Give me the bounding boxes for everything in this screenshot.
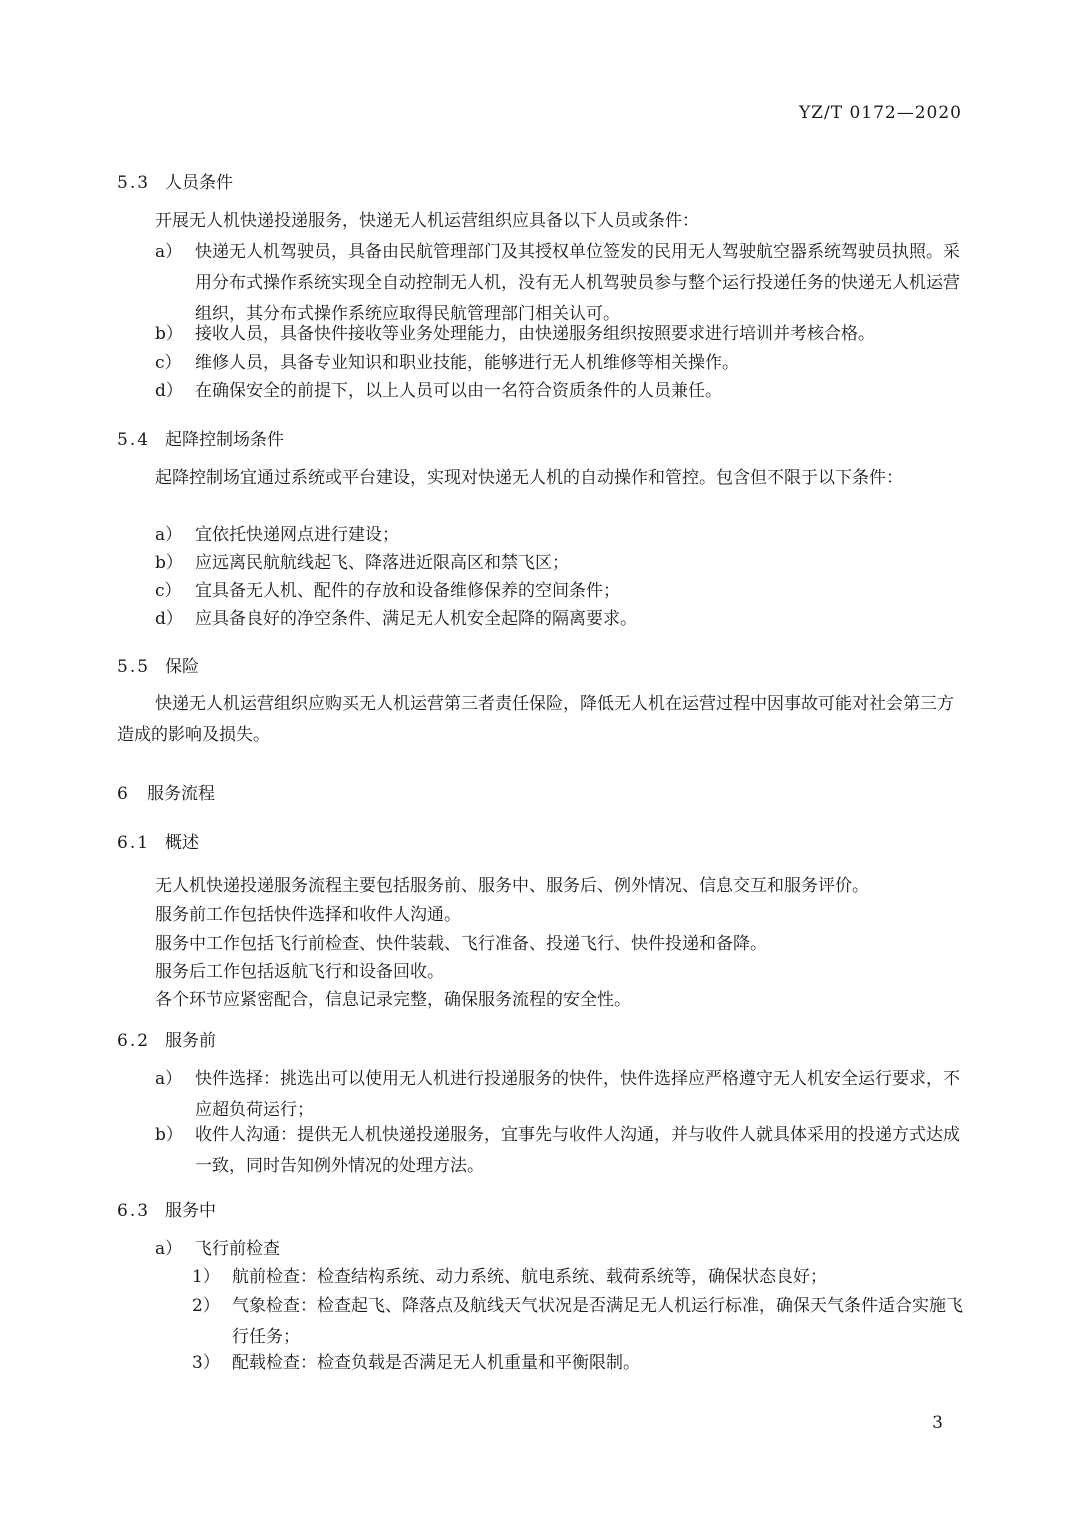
sub-list-item [192, 1291, 967, 1353]
list-text: 收件人沟通：提供无人机快递投递服务，宜事先与收件人沟通，并与收件人就具体采用的投递方式达成一致，同时告知例外情况的处理方法。 [195, 1125, 960, 1176]
list-item [155, 348, 967, 379]
chapter-title: 服务流程 [147, 784, 215, 804]
sub-list-text: 气象检查：检查起飞、降落点及航线天气状况是否满足无人机运行标准，确保天气条件适合实施飞行任务； [232, 1296, 963, 1347]
section-number: 5.4 [117, 430, 151, 450]
list-item [155, 1064, 967, 1126]
paragraph-line: 各个环节应紧密配合，信息记录完整，确保服务流程的安全性。 [155, 990, 631, 1010]
sub-list-text: 配载检查：检查负载是否满足无人机重量和平衡限制。 [232, 1353, 640, 1373]
chapter-number: 6 [117, 784, 130, 804]
sub-list-item [192, 1348, 967, 1379]
section-number: 6.1 [117, 833, 151, 853]
section-heading-6-1 [117, 828, 199, 853]
sub-list-label: 2） [192, 1296, 220, 1316]
section-title: 概述 [165, 833, 199, 853]
list-item [155, 1120, 967, 1182]
section-title: 保险 [165, 657, 199, 677]
list-label: a） [155, 242, 183, 262]
list-item [155, 376, 967, 407]
list-label: a） [155, 1069, 183, 1089]
section-number: 5.3 [117, 173, 151, 193]
list-text: 飞行前检查 [195, 1239, 280, 1259]
list-label: a） [155, 525, 183, 545]
paragraph-line: 服务后工作包括返航飞行和设备回收。 [155, 962, 444, 982]
list-label: c） [155, 353, 182, 373]
list-text: 维修人员，具备专业知识和职业技能，能够进行无人机维修等相关操作。 [195, 353, 739, 373]
list-label: c） [155, 581, 182, 601]
sub-list-label: 1） [192, 1267, 220, 1287]
sub-list-item [192, 1262, 967, 1293]
chapter-heading-6 [117, 779, 215, 804]
paragraph-line: 无人机快递投递服务流程主要包括服务前、服务中、服务后、例外情况、信息交互和服务评价。 [155, 876, 869, 896]
list-label: d） [155, 609, 183, 629]
list-item [155, 1234, 967, 1265]
section-heading-6-3 [117, 1196, 216, 1221]
paragraph-line: 服务前工作包括快件选择和收件人沟通。 [155, 905, 461, 925]
sub-list-label: 3） [192, 1353, 220, 1373]
paragraph: 开展无人机快递投递服务，快递无人机运营组织应具备以下人员或条件： [155, 211, 699, 231]
list-text: 在确保安全的前提下，以上人员可以由一名符合资质条件的人员兼任。 [195, 381, 722, 401]
paragraph: 快递无人机运营组织应购买无人机运营第三者责任保险，降低无人机在运营过程中因事故可能对社会第三方造成的影响及损失。 [117, 694, 954, 745]
list-label: a） [155, 1239, 183, 1259]
sub-list-text: 航前检查：检查结构系统、动力系统、航电系统、载荷系统等，确保状态良好； [232, 1267, 827, 1287]
section-heading-5-3 [117, 168, 233, 193]
section-number: 6.2 [117, 1031, 151, 1051]
list-text: 快递无人机驾驶员，具备由民航管理部门及其授权单位签发的民用无人驾驶航空器系统驾驶员执照。采用分布式操作系统实现全自动控制无人机，没有无人机驾驶员参与整个运行投递任务的快递无人机运营组织，其分布式操作系统应取得民航管理部门相关认可。 [195, 242, 960, 324]
list-text: 接收人员，具备快件接收等业务处理能力，由快递服务组织按照要求进行培训并考核合格。 [195, 324, 875, 344]
list-text: 快件选择：挑选出可以使用无人机进行投递服务的快件，快件选择应严格遵守无人机安全运行要求，不应超负荷运行； [195, 1069, 960, 1120]
list-item [155, 319, 967, 350]
list-label: b） [155, 1125, 183, 1145]
paragraph-line: 服务中工作包括飞行前检查、快件装载、飞行准备、投递飞行、快件投递和备降。 [155, 934, 767, 954]
section-number: 5.5 [117, 657, 151, 677]
list-item [155, 576, 967, 607]
list-item [155, 237, 967, 330]
list-label: b） [155, 553, 183, 573]
section-heading-5-5 [117, 652, 199, 677]
section-title: 人员条件 [165, 173, 233, 193]
list-item [155, 520, 967, 551]
list-label: b） [155, 324, 183, 344]
list-item [155, 604, 967, 635]
list-label: d） [155, 381, 183, 401]
list-item [155, 548, 967, 579]
section-title: 起降控制场条件 [165, 430, 284, 450]
standard-code: YZ/T 0172—2020 [798, 103, 962, 123]
list-text: 应远离民航航线起飞、降落进近限高区和禁飞区； [195, 553, 569, 573]
list-text: 应具备良好的净空条件、满足无人机安全起降的隔离要求。 [195, 609, 637, 629]
section-heading-6-2 [117, 1026, 216, 1051]
section-number: 6.3 [117, 1201, 151, 1221]
paragraph: 起降控制场宜通过系统或平台建设，实现对快递无人机的自动操作和管控。包含但不限于以下条件： [155, 468, 903, 488]
list-text: 宜依托快递网点进行建设； [195, 525, 399, 545]
section-title: 服务中 [165, 1201, 216, 1221]
section-title: 服务前 [165, 1031, 216, 1051]
section-heading-5-4 [117, 425, 284, 450]
page-number: 3 [932, 1413, 943, 1433]
list-text: 宜具备无人机、配件的存放和设备维修保养的空间条件； [195, 581, 620, 601]
